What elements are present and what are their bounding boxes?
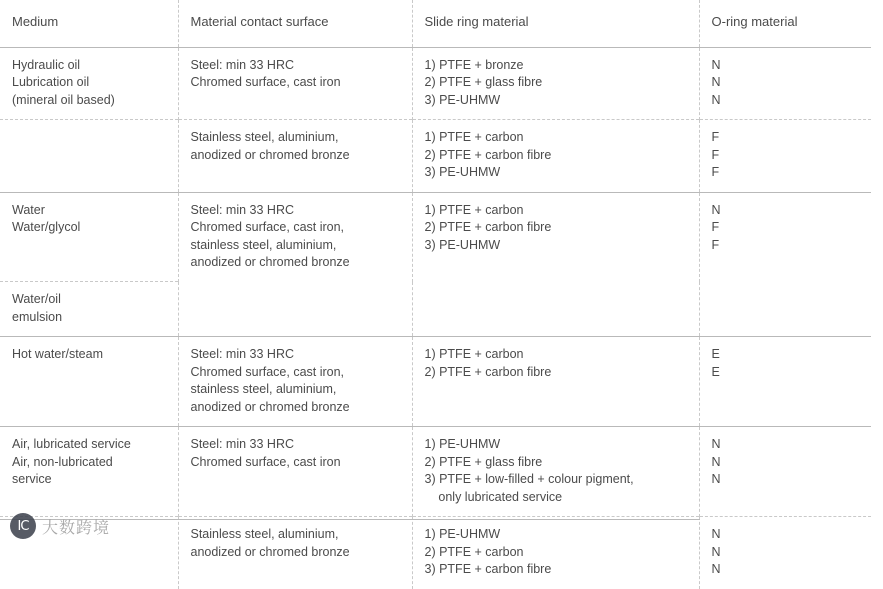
cell-line: N	[711, 562, 721, 576]
cell-line: Steel: min 33 HRC	[190, 437, 295, 451]
column-header-slide-ring-material: Slide ring material	[412, 0, 699, 47]
cell-line: N	[711, 527, 721, 541]
cell-line: 2) PTFE + carbon fibre	[424, 147, 552, 162]
table-body	[0, 47, 871, 589]
watermark	[10, 513, 110, 539]
cell-slide-ring-material	[412, 120, 699, 193]
cell-slide-ring-material	[412, 282, 699, 337]
cell-line: Chromed surface, cast iron	[190, 454, 341, 469]
cell-line: Air, non-lubricated	[12, 454, 113, 469]
cell-line: 1) PTFE + carbon	[424, 347, 524, 361]
cell-line: N	[711, 472, 721, 486]
cell-medium	[0, 427, 178, 517]
cell-line: 3) PE-UHMW	[424, 92, 501, 107]
cell-slide-ring-material	[412, 192, 699, 282]
cell-line-empty	[191, 291, 402, 292]
cell-line: 1) PTFE + bronze	[424, 57, 524, 72]
cell-line: F	[711, 220, 720, 234]
column-header-medium: Medium	[0, 0, 178, 47]
cell-line: Chromed surface, cast iron,	[190, 220, 345, 234]
cell-line-empty	[12, 129, 168, 130]
cell-line: F	[711, 165, 720, 179]
cell-line: anodized or chromed bronze	[190, 399, 350, 414]
cell-line: anodized or chromed bronze	[190, 255, 350, 269]
cell-line: Water/glycol	[12, 220, 81, 234]
cell-line: Steel: min 33 HRC	[190, 57, 295, 72]
cell-material-contact-surface	[178, 120, 412, 193]
cell-line: Chromed surface, cast iron,	[190, 364, 345, 379]
cell-line: 2) PTFE + glass fibre	[424, 75, 543, 89]
cell-material-contact-surface	[178, 337, 412, 427]
cell-line: stainless steel, aluminium,	[190, 382, 337, 396]
cell-line: F	[711, 237, 720, 252]
cell-line: Stainless steel, aluminium,	[190, 130, 339, 144]
cell-material-contact-surface	[178, 282, 412, 337]
cell-line: 2) PTFE + carbon	[424, 544, 524, 559]
cell-line: only lubricated service	[424, 489, 563, 504]
cell-line: N	[711, 544, 721, 559]
table-header	[0, 0, 871, 47]
cell-line: 3) PE-UHMW	[424, 165, 501, 179]
watermark-badge-icon: IC	[10, 513, 36, 539]
cell-material-contact-surface	[178, 517, 412, 589]
table-row	[0, 517, 871, 589]
cell-line: Stainless steel, aluminium,	[190, 527, 339, 541]
cell-medium	[0, 47, 178, 120]
cell-line: N	[711, 202, 721, 217]
cell-material-contact-surface	[178, 192, 412, 282]
cell-line-empty	[425, 291, 689, 292]
cell-line: Hot water/steam	[12, 347, 104, 361]
cell-line: Air, lubricated service	[12, 437, 131, 451]
cell-medium	[0, 337, 178, 427]
cell-line: (mineral oil based)	[12, 92, 115, 107]
cell-line: Steel: min 33 HRC	[190, 202, 295, 217]
cell-o-ring-material	[699, 120, 871, 193]
cell-line: F	[711, 130, 720, 144]
cell-line: Chromed surface, cast iron	[190, 75, 341, 89]
cell-line: stainless steel, aluminium,	[190, 237, 337, 252]
cell-line: N	[711, 75, 721, 89]
cell-line: 2) PTFE + carbon fibre	[424, 220, 552, 234]
cell-line: anodized or chromed bronze	[190, 544, 350, 559]
cell-line: 3) PE-UHMW	[424, 237, 501, 252]
cell-line: E	[711, 364, 720, 379]
cell-line: 1) PTFE + carbon	[424, 202, 524, 217]
cell-line: 3) PTFE + low-filled + colour pigment,	[424, 472, 634, 486]
cell-o-ring-material	[699, 192, 871, 282]
cell-o-ring-material	[699, 517, 871, 589]
cell-line: 1) PE-UHMW	[424, 527, 501, 541]
cell-line: N	[711, 92, 721, 107]
table-row	[0, 427, 871, 517]
cell-material-contact-surface	[178, 427, 412, 517]
table-row	[0, 192, 871, 282]
cell-line: 1) PTFE + carbon	[424, 130, 524, 144]
cell-line: 1) PE-UHMW	[424, 437, 501, 451]
table-row	[0, 282, 871, 337]
cell-slide-ring-material	[412, 337, 699, 427]
cell-line: Hydraulic oil	[12, 57, 81, 72]
cell-line: Water	[12, 202, 45, 217]
cell-line: Water/oil	[12, 292, 61, 306]
table-row	[0, 120, 871, 193]
cell-line-empty	[712, 291, 862, 292]
cell-o-ring-material	[699, 47, 871, 120]
cell-slide-ring-material	[412, 427, 699, 517]
cell-line: 2) PTFE + carbon fibre	[424, 364, 552, 379]
table-row	[0, 337, 871, 427]
cell-o-ring-material	[699, 427, 871, 517]
table-header-row	[0, 0, 871, 47]
table-row	[0, 47, 871, 120]
cell-o-ring-material	[699, 337, 871, 427]
cell-o-ring-material	[699, 282, 871, 337]
cell-line: Lubrication oil	[12, 75, 90, 89]
column-header-material-contact-surface: Material contact surface	[178, 0, 412, 47]
cell-line: 2) PTFE + glass fibre	[424, 454, 543, 469]
column-header-o-ring-material: O-ring material	[699, 0, 871, 47]
cell-line: Steel: min 33 HRC	[190, 347, 295, 361]
cell-slide-ring-material	[412, 517, 699, 589]
cell-line: service	[12, 472, 52, 486]
cell-line: emulsion	[12, 309, 63, 324]
cell-slide-ring-material	[412, 47, 699, 120]
cell-line: F	[711, 147, 720, 162]
watermark-text: 大数跨境	[42, 517, 111, 537]
cell-medium	[0, 192, 178, 282]
cell-line: N	[711, 437, 721, 451]
cell-material-contact-surface	[178, 47, 412, 120]
cell-line: anodized or chromed bronze	[190, 147, 350, 162]
cell-medium	[0, 120, 178, 193]
cell-medium	[0, 282, 178, 337]
cell-line: N	[711, 454, 721, 469]
cell-line: E	[711, 347, 720, 361]
cell-line: 3) PTFE + carbon fibre	[424, 562, 552, 576]
cell-line: N	[711, 57, 721, 72]
